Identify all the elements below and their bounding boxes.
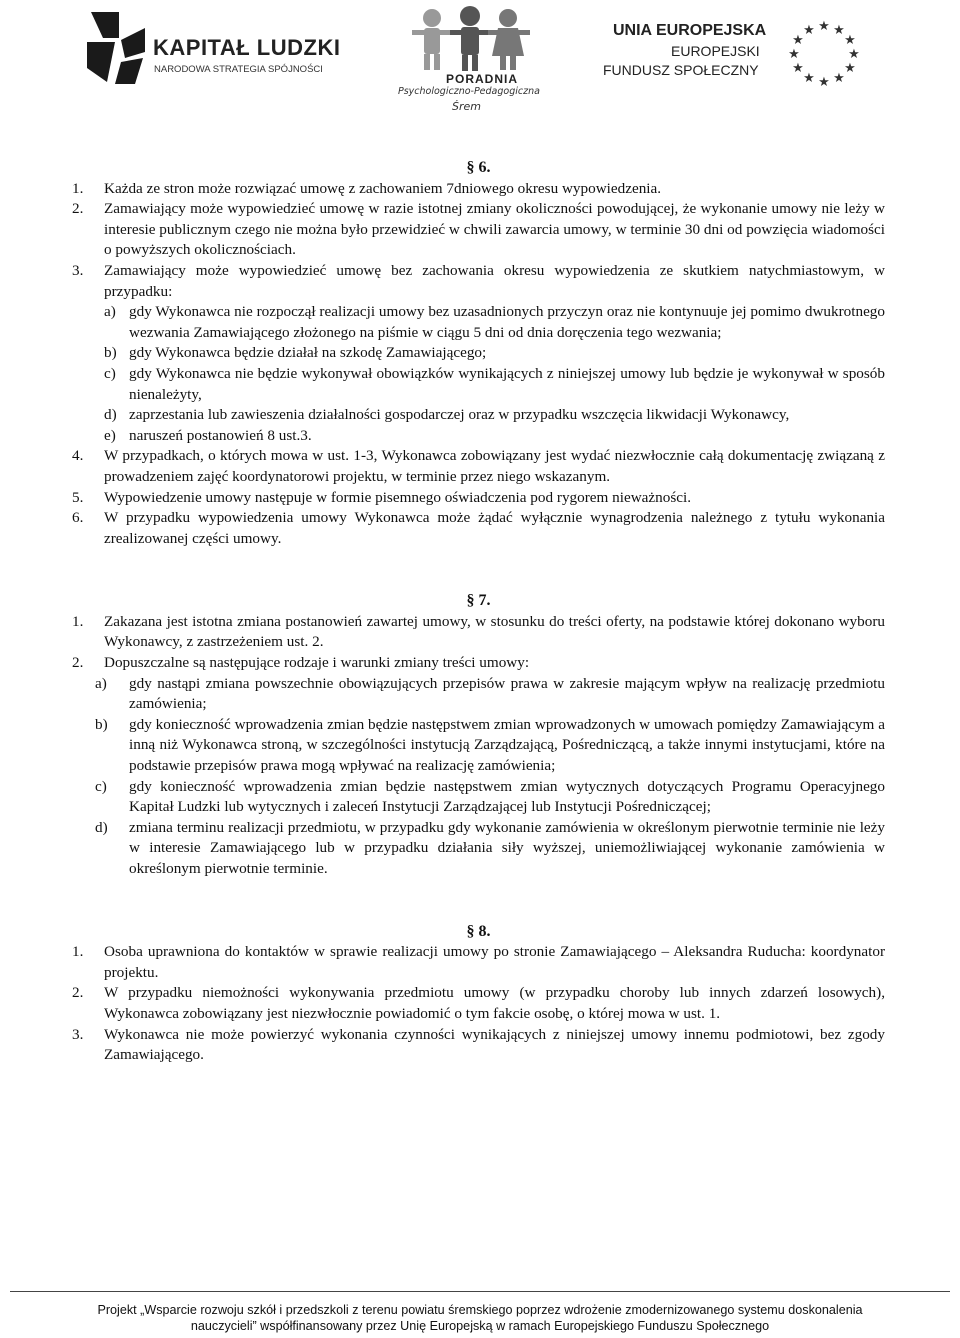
svg-text:★: ★ <box>833 71 845 86</box>
footer-line-1: Projekt „Wsparcie rozwoju szkół i przedszkoli z terenu powiatu śremskiego poprzez wdrożenie zmodernizowanego systemu doskonalenia <box>97 1303 863 1317</box>
sub-text: gdy konieczność wprowadzenia zmian będzie następstwem zmian wytycznych dotyczących Programu Operacyjnego Kapitał Ludzki lub wytycznych i zaleceń Instytucji Zarządzającej lub Instytucji Pośredniczącej; <box>129 777 885 816</box>
sub-letter: d) <box>95 818 108 836</box>
eu-line-1: UNIA EUROPEJSKA <box>613 22 767 39</box>
children-figures-icon <box>390 4 550 74</box>
s6-item-3 <box>72 261 885 302</box>
s7-item-2-sub-a <box>72 674 885 715</box>
svg-text:★: ★ <box>844 61 856 76</box>
sub-text: gdy nastąpi zmiana powszechnie obowiązujących przepisów prawa w zakresie mającym wpływ na realizację przedmiotu zamówienia; <box>129 674 885 713</box>
svg-text:★: ★ <box>803 71 815 86</box>
s6-item-5 <box>72 488 885 509</box>
sub-letter: a) <box>104 303 116 321</box>
kapital-ludzki-icon <box>85 8 149 86</box>
item-number: 1. <box>72 179 84 197</box>
section-6-title: § 6. <box>466 159 491 176</box>
footer-divider <box>10 1291 950 1292</box>
item-text: Zakazana jest istotna zmiana postanowień zawartej umowy, w stosunku do treści oferty, na podstawie której dokonano wyboru Wykonawcy, z zastrzeżeniem ust. 2. <box>104 612 885 651</box>
sub-text: gdy Wykonawca nie rozpoczął realizacji umowy bez uzasadnionych przyczyn oraz nie kontynuuje jej pomimo dwukrotnego wezwania Zamawiającego złożonego na piśmie w ciągu 5 dni od dnia doręczenia tego wezwania; <box>129 303 885 341</box>
footer-line-2: nauczycieli” współfinansowany przez Unię Europejską w ramach Europejskiego Funduszu Społecznego <box>190 1319 770 1333</box>
svg-text:★: ★ <box>788 47 800 62</box>
svg-text:★: ★ <box>844 33 856 48</box>
item-number: 3. <box>72 261 84 279</box>
s7-item-2 <box>72 653 885 674</box>
section-7-title: § 7. <box>466 592 491 610</box>
s6-item-6 <box>72 508 885 549</box>
item-text: W przypadkach, o których mowa w ust. 1-3, Wykonawca zobowiązany jest wydać niezwłocznie całą dokumentację związaną z prowadzeniem zajęć koordynatorowi projektu, w terminie przez niego wskazanym. <box>104 447 885 485</box>
poradnia-name: PORADNIA <box>446 72 519 86</box>
sub-text: gdy Wykonawca będzie działał na szkodę Zamawiającego; <box>129 344 487 362</box>
svg-text:★: ★ <box>792 33 804 48</box>
poradnia-subtitle: Psychologiczno-Pedagogiczna <box>398 86 540 97</box>
eu-flag-icon <box>783 16 865 86</box>
sub-text: gdy konieczność wprowadzenia zmian będzie następstwem zmian wprowadzonych w umowach pomiędzy Zamawiającym a inną niż Wykonawca stroną, w szczególności instytucją Zarządzającą, Pośredniczącą, a także innymi instytucjami, które na podstawie przepisów prawa mogą wpływać na realizację zamówienia; <box>129 715 885 775</box>
item-number: 2. <box>72 200 84 218</box>
header <box>0 0 960 115</box>
sub-text: zmiana terminu realizacji przedmiotu, w przypadku gdy wykonanie zamówienia w określonym pierwotnie terminie nie leży w interesie Zamawiającego lub w przypadku działania siły wyższej, uniemożliwiającej wykonanie zamówienia w określonym pierwotnie terminie. <box>129 818 885 877</box>
svg-text:★: ★ <box>803 23 815 38</box>
svg-text:★: ★ <box>792 61 804 76</box>
item-text: Każda ze stron może rozwiązać umowę z zachowaniem 7dniowego okresu wypowiedzenia. <box>104 179 662 197</box>
sub-letter: b) <box>95 715 108 733</box>
item-text: Zamawiający może wypowiedzieć umowę w razie istotnej zmiany okoliczności powodującej, że wykonanie umowy nie leży w interesie publicznym czego nie można było przewidzieć w chwili zawarcia umowy, w terminie 30 dni od powzięcia wiadomości o powyższych okolicznościach. <box>104 200 885 259</box>
item-text: Dopuszczalne są następujące rodzaje i warunki zmiany treści umowy: <box>104 654 530 672</box>
item-text: W przypadku wypowiedzenia umowy Wykonawca może żądać wyłącznie wynagrodzenia należnego z tytułu wykonania zrealizowanej części umowy. <box>104 509 885 547</box>
item-number: 6. <box>72 509 84 527</box>
s8-item-2 <box>72 983 885 1024</box>
item-text: Osoba uprawniona do kontaktów w sprawie realizacji umowy po stronie Zamawiającego – Aleksandra Ruducha: koordynator projektu. <box>104 943 885 981</box>
section-8-title: § 8. <box>466 922 491 940</box>
item-number: 4. <box>72 447 84 465</box>
s7-item-1 <box>72 612 885 653</box>
s8-item-3 <box>72 1025 885 1066</box>
sub-text: naruszeń postanowień 8 ust.3. <box>129 426 312 444</box>
sub-text: gdy Wykonawca nie będzie wykonywał obowiązków wynikających z niniejszej umowy lub będzie je wykonywał w sposób nienależyty, <box>129 364 885 403</box>
s7-item-2-sub-b <box>72 715 885 777</box>
item-text: Zamawiający może wypowiedzieć umowę bez zachowania okresu wypowiedzenia ze skutkiem natychmiastowym, w przypadku: <box>104 261 885 300</box>
kapital-ludzki-subtitle: NARODOWA STRATEGIA SPÓJNOŚCI <box>154 64 323 75</box>
svg-text:★: ★ <box>818 19 830 34</box>
s6-item-4 <box>72 446 885 487</box>
poradnia-city: Śrem <box>452 100 481 113</box>
sub-letter: a) <box>95 674 107 692</box>
poradnia-logo <box>390 4 550 114</box>
s6-item-3-sub-b <box>72 343 885 364</box>
s6-item-3-sub-c <box>72 364 885 405</box>
item-text: Wypowiedzenie umowy następuje w formie pisemnego oświadczenia pod rygorem nieważności. <box>104 488 691 506</box>
s6-item-1 <box>72 179 885 200</box>
s8-item-1 <box>72 942 885 983</box>
section-gap <box>72 549 885 591</box>
svg-text:★: ★ <box>848 47 860 62</box>
sub-text: zaprzestania lub zawieszenia działalności gospodarczej oraz w przypadku wszczęcia likwidacji Wykonawcy, <box>129 406 790 424</box>
s6-item-3-sub-a <box>72 302 885 343</box>
item-number: 2. <box>72 654 84 672</box>
item-number: 2. <box>72 984 84 1002</box>
sub-letter: e) <box>104 426 116 444</box>
section-gap <box>72 880 885 922</box>
eu-line-3: FUNDUSZ SPOŁECZNY <box>603 62 759 78</box>
svg-text:★: ★ <box>833 23 845 38</box>
sub-letter: d) <box>104 406 117 424</box>
eu-line-2: EUROPEJSKI <box>671 43 760 59</box>
s7-item-2-sub-d <box>72 818 885 880</box>
sub-letter: c) <box>95 777 107 795</box>
svg-text:★: ★ <box>818 75 830 86</box>
item-number: 5. <box>72 488 84 506</box>
s6-item-3-sub-e <box>72 426 885 447</box>
item-text: W przypadku niemożności wykonywania przedmiotu umowy (w przypadku choroby lub innych zdarzeń losowych), Wykonawca zobowiązany jest niezwłocznie powiadomić o tym fakcie osobę, o której mowa w ust. 1. <box>104 984 885 1022</box>
s7-item-2-sub-c <box>72 777 885 818</box>
sub-letter: c) <box>104 364 116 382</box>
item-number: 3. <box>72 1025 84 1043</box>
kapital-ludzki-logo <box>85 8 345 88</box>
document-body <box>72 158 885 1066</box>
item-text: Wykonawca nie może powierzyć wykonania czynności wynikających z niniejszej umowy innemu podmiotowi, bez zgody Zamawiającego. <box>104 1025 885 1064</box>
s6-item-3-sub-d <box>72 405 885 426</box>
footer <box>0 1302 960 1334</box>
item-number: 1. <box>72 612 84 630</box>
kapital-ludzki-name: KAPITAŁ LUDZKI <box>153 35 341 60</box>
s6-item-2 <box>72 199 885 261</box>
sub-letter: b) <box>104 344 117 362</box>
item-number: 1. <box>72 943 84 961</box>
